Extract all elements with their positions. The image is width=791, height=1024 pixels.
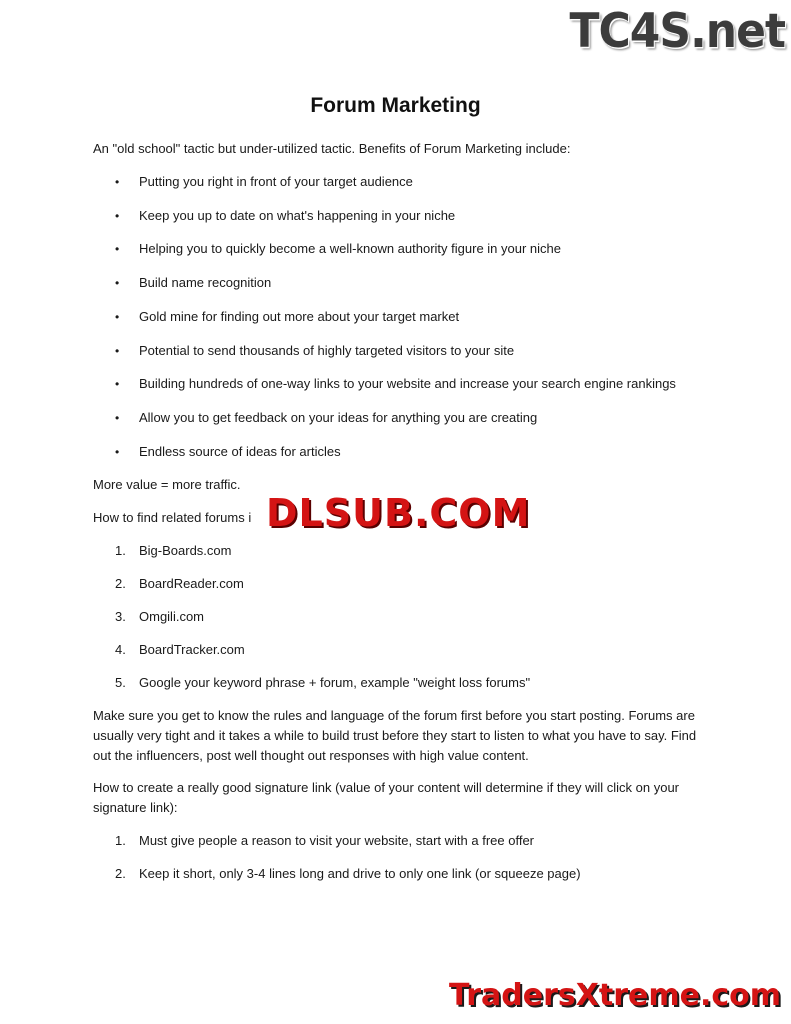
list-item-text: Endless source of ideas for articles <box>139 444 341 459</box>
list-item-text: BoardReader.com <box>139 576 244 591</box>
bullet-icon: • <box>115 445 120 459</box>
watermark-dlsub: DLSUB.COM <box>262 492 536 534</box>
watermark-tradersxtreme: TradersXtreme.com <box>449 978 781 1013</box>
list-number: 4. <box>115 642 126 657</box>
list-item-text: Allow you to get feedback on your ideas for anything you are creating <box>139 410 538 425</box>
list-item-text: Gold mine for finding out more about your target market <box>139 309 460 324</box>
list-number: 2. <box>115 576 126 591</box>
bullet-icon: • <box>115 310 120 324</box>
signature-intro: How to create a really good signature link (value of your content will determine if they will click on your signature link): <box>93 780 679 815</box>
list-item-text: Keep you up to date on what's happening in your niche <box>139 208 456 223</box>
bullet-icon: • <box>115 377 120 391</box>
bullet-icon: • <box>115 242 120 256</box>
list-item-text: BoardTracker.com <box>139 642 245 657</box>
intro-paragraph: An "old school" tactic but under-utilized tactic. Benefits of Forum Marketing include: <box>93 141 571 156</box>
list-number: 5. <box>115 675 126 690</box>
list-item-text: Omgili.com <box>139 609 205 624</box>
list-item-text: Must give people a reason to visit your website, start with a free offer <box>139 833 535 848</box>
list-item-text: Big-Boards.com <box>139 543 232 558</box>
list-item-text: Keep it short, only 3-4 lines long and drive to only one link (or squeeze page) <box>139 866 581 881</box>
rules-paragraph: Make sure you get to know the rules and language of the forum first before you start posting. Forums are usually very tight and it takes a while to build trust before they start to listen to what you have to say. Find out the influencers, post well thought out responses with high value content. <box>93 708 697 763</box>
find-forums-intro: How to find related forums i <box>93 510 252 525</box>
bullet-icon: • <box>115 411 120 425</box>
list-item-text: Building hundreds of one-way links to your website and increase your search engine rankings <box>139 376 676 391</box>
bullet-icon: • <box>115 276 120 290</box>
list-number: 1. <box>115 543 126 558</box>
list-item-text: Putting you right in front of your target audience <box>139 174 413 189</box>
value-line: More value = more traffic. <box>93 477 241 492</box>
page-title: Forum Marketing <box>310 94 481 117</box>
list-item-text: Helping you to quickly become a well-known authority figure in your niche <box>139 241 561 256</box>
bullet-icon: • <box>115 175 120 189</box>
list-item-text: Potential to send thousands of highly targeted visitors to your site <box>139 343 515 358</box>
list-number: 3. <box>115 609 126 624</box>
list-number: 1. <box>115 833 126 848</box>
bullet-icon: • <box>115 344 120 358</box>
list-item-text: Build name recognition <box>139 275 272 290</box>
list-item-text: Google your keyword phrase + forum, example "weight loss forums" <box>139 675 531 690</box>
bullet-icon: • <box>115 209 120 223</box>
watermark-tc4s: TC4S.net <box>569 4 785 60</box>
list-number: 2. <box>115 866 126 881</box>
